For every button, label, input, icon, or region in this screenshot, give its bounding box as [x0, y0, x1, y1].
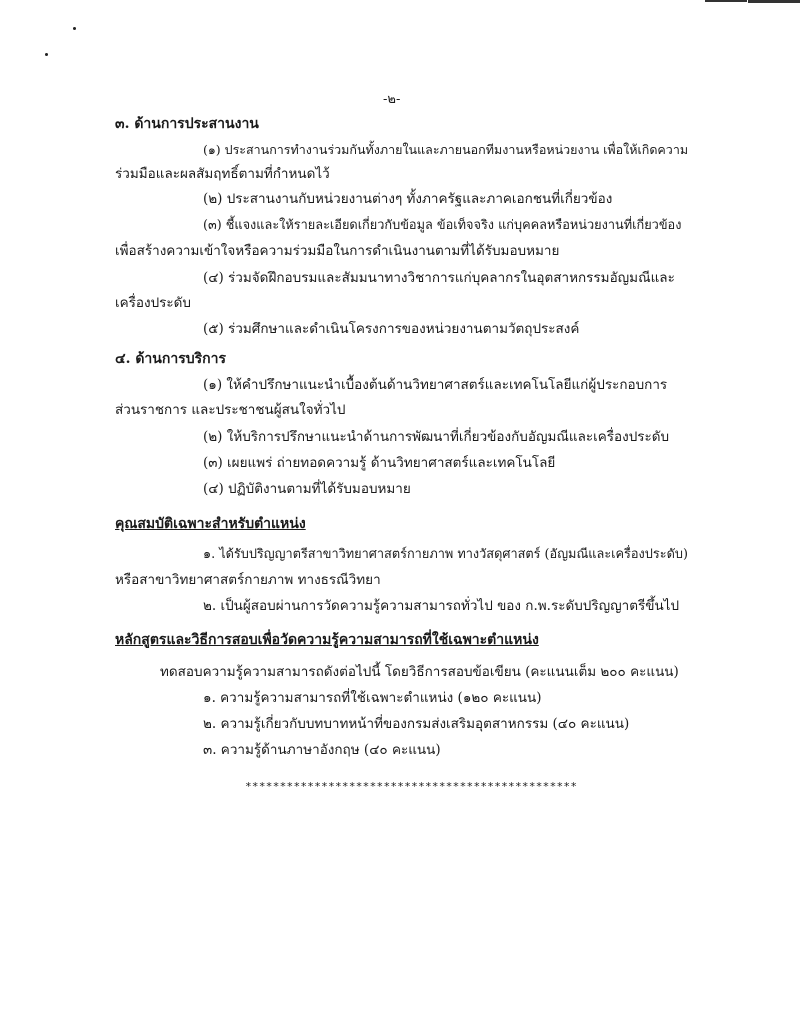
qualification-item: หรือสาขาวิทยาศาสตร์กายภาพ ทางธรณีวิทยา [115, 572, 381, 588]
list-item: (๒) ให้บริการปรึกษาแนะนำด้านการพัฒนาที่เกี่ยวข้องกับอัญมณีและเครื่องประดับ [203, 429, 670, 445]
exam-item: ๑. ความรู้ความสามารถที่ใช้เฉพาะตำแหน่ง (๑๒๐ คะแนน) [203, 690, 542, 706]
list-item: (๔) ร่วมจัดฝึกอบรมและสัมมนาทางวิชาการแก่บุคลากรในอุตสาหกรรมอัญมณีและ [203, 270, 675, 286]
list-item: เครื่องประดับ [115, 295, 192, 311]
scan-speck [73, 27, 76, 30]
exam-intro: ทดสอบความรู้ความสามารถดังต่อไปนี้ โดยวิธีการสอบข้อเขียน (คะแนนเต็ม ๒๐๐ คะแนน) [160, 664, 679, 680]
qualification-item: ๑. ได้รับปริญญาตรีสาขาวิทยาศาสตร์กายภาพ ทางวัสดุศาสตร์ (อัญมณีและเครื่องประดับ) [203, 547, 688, 562]
list-item: (๑) ให้คำปรึกษาแนะนำเบื้องต้นด้านวิทยาศาสตร์และเทคโนโลยีแก่ผู้ประกอบการ [203, 377, 668, 393]
list-item: (๑) ประสานการทำงานร่วมกันทั้งภายในและภายนอกทีมงานหรือหน่วยงาน เพื่อให้เกิดความ [203, 142, 689, 157]
list-item: (๒) ประสานงานกับหน่วยงานต่างๆ ทั้งภาครัฐและภาคเอกชนที่เกี่ยวข้อง [203, 191, 613, 207]
qualifications-heading: คุณสมบัติเฉพาะสำหรับตำแหน่ง [115, 516, 306, 532]
scan-edge-mark [705, 0, 747, 2]
page-number: -๒- [383, 92, 401, 107]
exam-item: ๓. ความรู้ด้านภาษาอังกฤษ (๔๐ คะแนน) [203, 742, 441, 758]
list-item: (๓) เผยแพร่ ถ่ายทอดความรู้ ด้านวิทยาศาสตร์และเทคโนโลยี [203, 455, 556, 471]
section-heading-coordination: ๓. ด้านการประสานงาน [115, 116, 259, 132]
list-item: ส่วนราชการ และประชาชนผู้สนใจทั่วไป [115, 402, 346, 418]
exam-item: ๒. ความรู้เกี่ยวกับบทบาทหน้าที่ของกรมส่งเสริมอุตสาหกรรม (๔๐ คะแนน) [203, 716, 630, 732]
list-item: (๕) ร่วมศึกษาและดำเนินโครงการของหน่วยงานตามวัตถุประสงค์ [203, 321, 580, 337]
qualification-item: ๒. เป็นผู้สอบผ่านการวัดความรู้ความสามารถทั่วไป ของ ก.พ.ระดับปริญญาตรีขึ้นไป [203, 598, 680, 614]
list-item: (๔) ปฏิบัติงานตามที่ได้รับมอบหมาย [203, 481, 411, 497]
section-heading-service: ๔. ด้านการบริการ [115, 351, 226, 367]
list-item: ร่วมมือและผลสัมฤทธิ์ตามที่กำหนดไว้ [115, 166, 330, 182]
list-item: เพื่อสร้างความเข้าใจหรือความร่วมมือในการดำเนินงานตามที่ได้รับมอบหมาย [115, 243, 560, 259]
exam-heading: หลักสูตรและวิธีการสอบเพื่อวัดความรู้ความสามารถที่ใช้เฉพาะตำแหน่ง [115, 632, 539, 648]
list-item: (๓) ชี้แจงและให้รายละเอียดเกี่ยวกับข้อมูล ข้อเท็จจริง แก่บุคคลหรือหน่วยงานที่เกี่ยวข้อง [203, 218, 682, 233]
scan-speck [45, 53, 48, 56]
scan-edge-mark [748, 0, 800, 3]
separator-line: ************************************************ [245, 780, 578, 793]
